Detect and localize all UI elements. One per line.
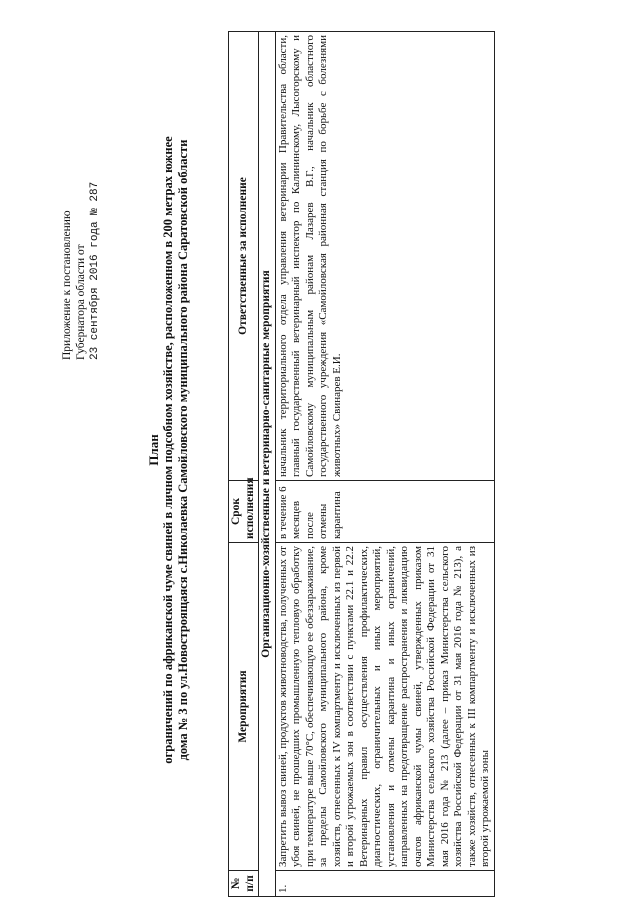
title-line-2: дома № 3 по ул.Новостроящаяся с.Николаевка Самойловского муниципального района Саратовской области [176,139,190,761]
row-activity: Запретить вывоз свиней, продуктов животноводства, полученных от убоя свиней, не прошедших промышленную тепловую обработку при температуре выше 70°С, обеспечивающую ее обеззараживание, за пределы Самойловского муниципального района, кроме хозяйств, отнесенных к IV компартменту и исключенных из первой и второй угрожаемых зон в соответствии с пунктами 22.1 и 22.2 Ветеринарных правил осуществления профилактических, диагностических, ограничительных и иных мероприятий, установления и отмены карантина и иных ограничений, направленных на предотвращение распространения и ликвидацию очагов африканской чумы свиней, утвержденных приказом Министерства сельского хозяйства Российской Федерации от 31 мая 2016 года № 213 (далее – приказ Министерства сельского хозяйства Российской Федерации от 31 мая 2016 года № 213), а также хозяйств, отнесенных к III компартменту и исключенных из второй угрожаемой зоны [275,543,494,871]
title-plan: План [146,434,161,466]
table-row [275,32,494,897]
header-term: Срок исполнения [229,481,259,543]
section-title: Организационно-хозяйственные и ветеринарно-санитарные мероприятия [259,32,276,897]
title-line-1: ограничений по африканской чуме свиней в личном подсобном хозяйстве, расположенном в 200 метрах южнее [161,136,175,764]
appendix-note [60,182,102,360]
document-title [146,35,191,865]
appendix-line-2: Губернатора области от [75,244,87,360]
header-activities: Мероприятия [229,543,259,871]
section-row [259,32,276,897]
row-number: 1. [275,871,494,897]
row-responsible: начальник территориального отдела управления ветеринарии Правительства области, главный государственный ветеринарный инспектор по Калининскому, Лысогорскому и Самойловскому муниципальным районам Лазарев В.Г., начальник областного государственного учреждения «Самойловская районная станция по борьбе с болезнями животных» Свинарев Е.И. [275,32,494,481]
row-term: в течение 6 месяцев после отмены карантина [275,481,494,543]
header-number: № п/п [229,871,259,897]
plan-table [228,31,495,897]
appendix-date-stamp: 23 сентября 2016 года № 287 [89,181,101,360]
appendix-line-1: Приложение к постановлению [61,210,73,360]
header-responsible: Ответственные за исполнение [229,32,259,481]
table-header-row [229,32,259,897]
